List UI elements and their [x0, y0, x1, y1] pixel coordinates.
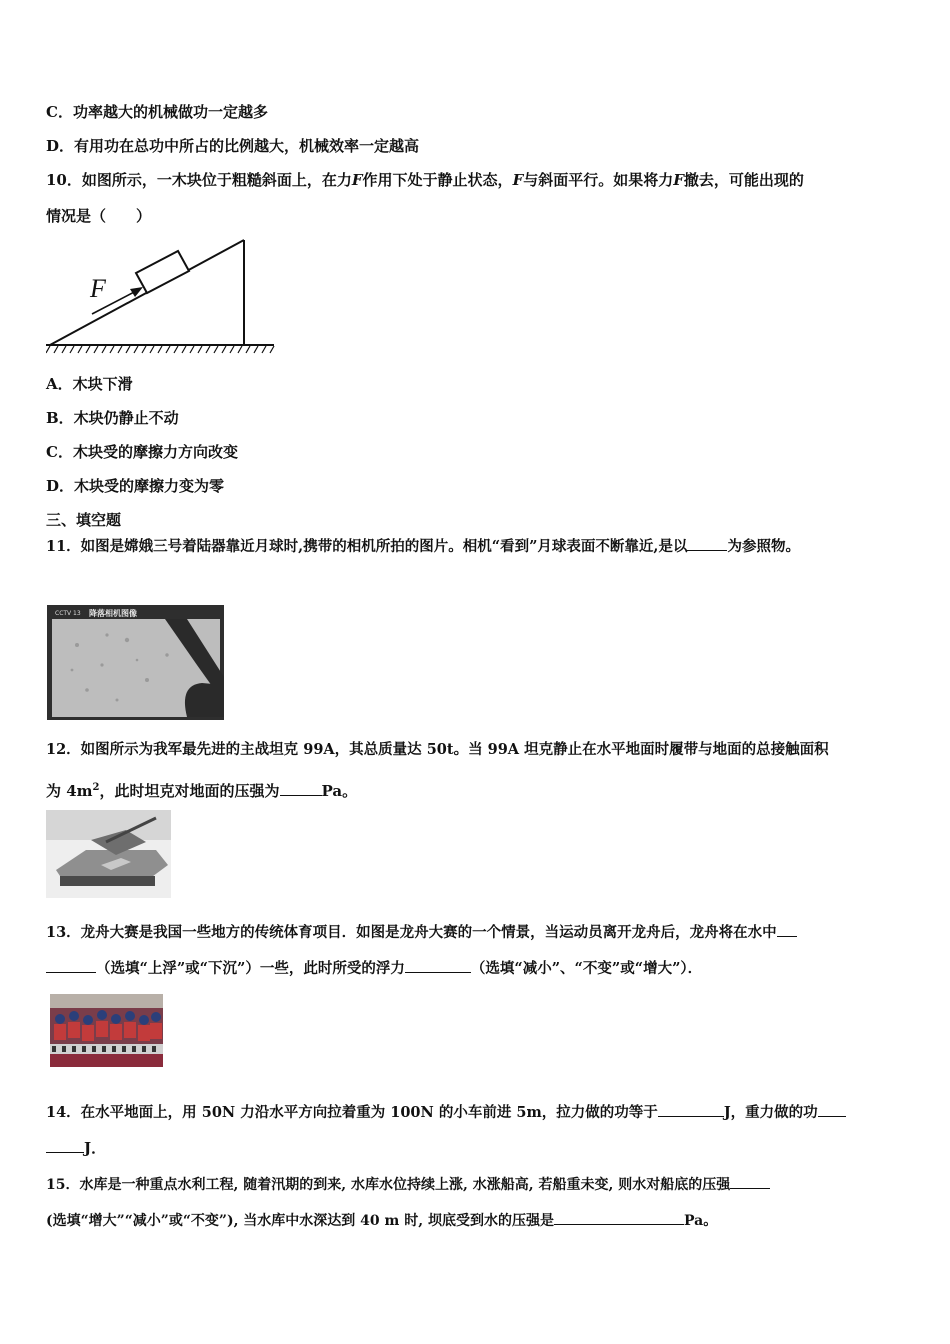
answer-blank[interactable] [658, 1102, 724, 1117]
answer-blank[interactable] [818, 1102, 846, 1117]
answer-blank[interactable] [405, 958, 471, 973]
q10-stem-line2: 情况是（ ） [46, 207, 152, 225]
q15-part-a: 15．水库是一种重点水利工程, 随着汛期的到来, 水库水位持续上涨, 水涨船高, 若船重未变, 则水对船底的压强 [46, 1177, 731, 1193]
q9-option-c: C．功率越大的机械做功一定越多 [46, 103, 268, 121]
q10-option-b: B．木块仍静止不动 [46, 409, 179, 427]
wood-block [136, 251, 189, 293]
q10-stem-part-d: 撤去，可能出现的 [683, 171, 804, 189]
force-symbol: F [351, 171, 363, 189]
answer-blank[interactable] [280, 781, 322, 796]
q12-superscript: 2 [92, 782, 100, 793]
lander-shadow [185, 683, 224, 717]
answer-blank[interactable] [554, 1210, 684, 1225]
moon-landing-photo [47, 605, 224, 720]
q14-part-b: J，重力做的功 [723, 1104, 818, 1121]
q10-option-c: C．木块受的摩擦力方向改变 [46, 443, 238, 461]
dragon-boat-image [50, 994, 163, 1067]
q12-part-a: 为 4m [46, 782, 93, 800]
q10-stem-line1 [46, 170, 804, 190]
q13-stem-line1 [46, 922, 797, 943]
answer-blank[interactable] [687, 536, 727, 551]
q10-stem-part-c: 与斜面平行。如果将力 [523, 171, 674, 189]
ground-hatching [46, 346, 274, 353]
q13-part-main: 13．龙舟大赛是我国一些地方的传统体育项目．如图是龙舟大赛的一个情景，当运动员离开龙舟后，龙舟将在水中 [46, 924, 777, 941]
answer-blank[interactable] [730, 1174, 770, 1189]
q14-stem-line1 [46, 1102, 846, 1123]
q14-stem-line2 [46, 1138, 106, 1158]
incline-figure [46, 235, 276, 355]
q15-part-a2: (选填“增大”“减小”或“不变”), 当水库中水深达到 40 m 时, 坝底受到水的压强是 [46, 1213, 554, 1229]
answer-blank[interactable] [46, 1138, 84, 1153]
q14-part-a: 14．在水平地面上，用 50N 力沿水平方向拉着重为 100N 的小车前进 5m，拉力做的功等于 [46, 1104, 658, 1121]
q10-option-a: A．木块下滑 [46, 375, 133, 393]
q13-part-a: （选填“上浮”或“下沉”）一些，此时所受的浮力 [96, 960, 405, 977]
q15-stem-line1 [46, 1174, 770, 1195]
q10-stem-part-a: 10．如图所示，一木块位于粗糙斜面上，在力 [46, 171, 352, 189]
q11-stem [46, 536, 800, 557]
q13-stem-line2 [46, 958, 702, 979]
q10-option-d: D．木块受的摩擦力变为零 [46, 477, 225, 495]
answer-blank[interactable] [777, 922, 797, 937]
moon-surface-image [47, 605, 224, 720]
q15-unit: Pa。 [683, 1213, 718, 1229]
boat-rail [50, 1044, 163, 1054]
q12-stem-line2 [46, 778, 357, 801]
q12-part-c: Pa。 [321, 782, 358, 800]
answer-blank[interactable] [46, 958, 96, 973]
tank-photo [46, 810, 171, 898]
section-title: 三、填空题 [46, 511, 122, 529]
q15-stem-line2 [46, 1210, 717, 1231]
q11-stem-part-b: 为参照物。 [727, 538, 800, 555]
force-label: F [90, 274, 106, 303]
q12-stem-line1: 12．如图所示为我军最先进的主战坦克 99A，其总质量达 50t。当 99A 坦克静止在水平地面时履带与地面的总接触面积 [46, 741, 829, 758]
force-symbol: F [673, 171, 684, 189]
q9-option-d: D．有用功在总功中所占的比例越大，机械效率一定越高 [46, 137, 420, 155]
q13-part-b: （选填“减小”、“不变”或“增大”）． [470, 960, 703, 977]
q11-stem-part-a: 11．如图是嫦娥三号着陆器靠近月球时,携带的相机所拍的图片。相机“看到”月球表面不断靠近,是以 [46, 538, 688, 555]
dragon-boat-photo [50, 994, 163, 1067]
tank-track [60, 876, 155, 886]
tank-image [46, 810, 171, 898]
force-symbol: F [512, 171, 524, 189]
q12-part-b: ，此时坦克对地面的压强为 [99, 782, 280, 800]
photo-caption: 降落相机图像 [89, 609, 137, 618]
photo-corner-label: CCTV 13 [55, 610, 81, 617]
q14-unit: J． [84, 1139, 107, 1157]
q10-stem-part-b: 作用下处于静止状态， [362, 171, 513, 189]
